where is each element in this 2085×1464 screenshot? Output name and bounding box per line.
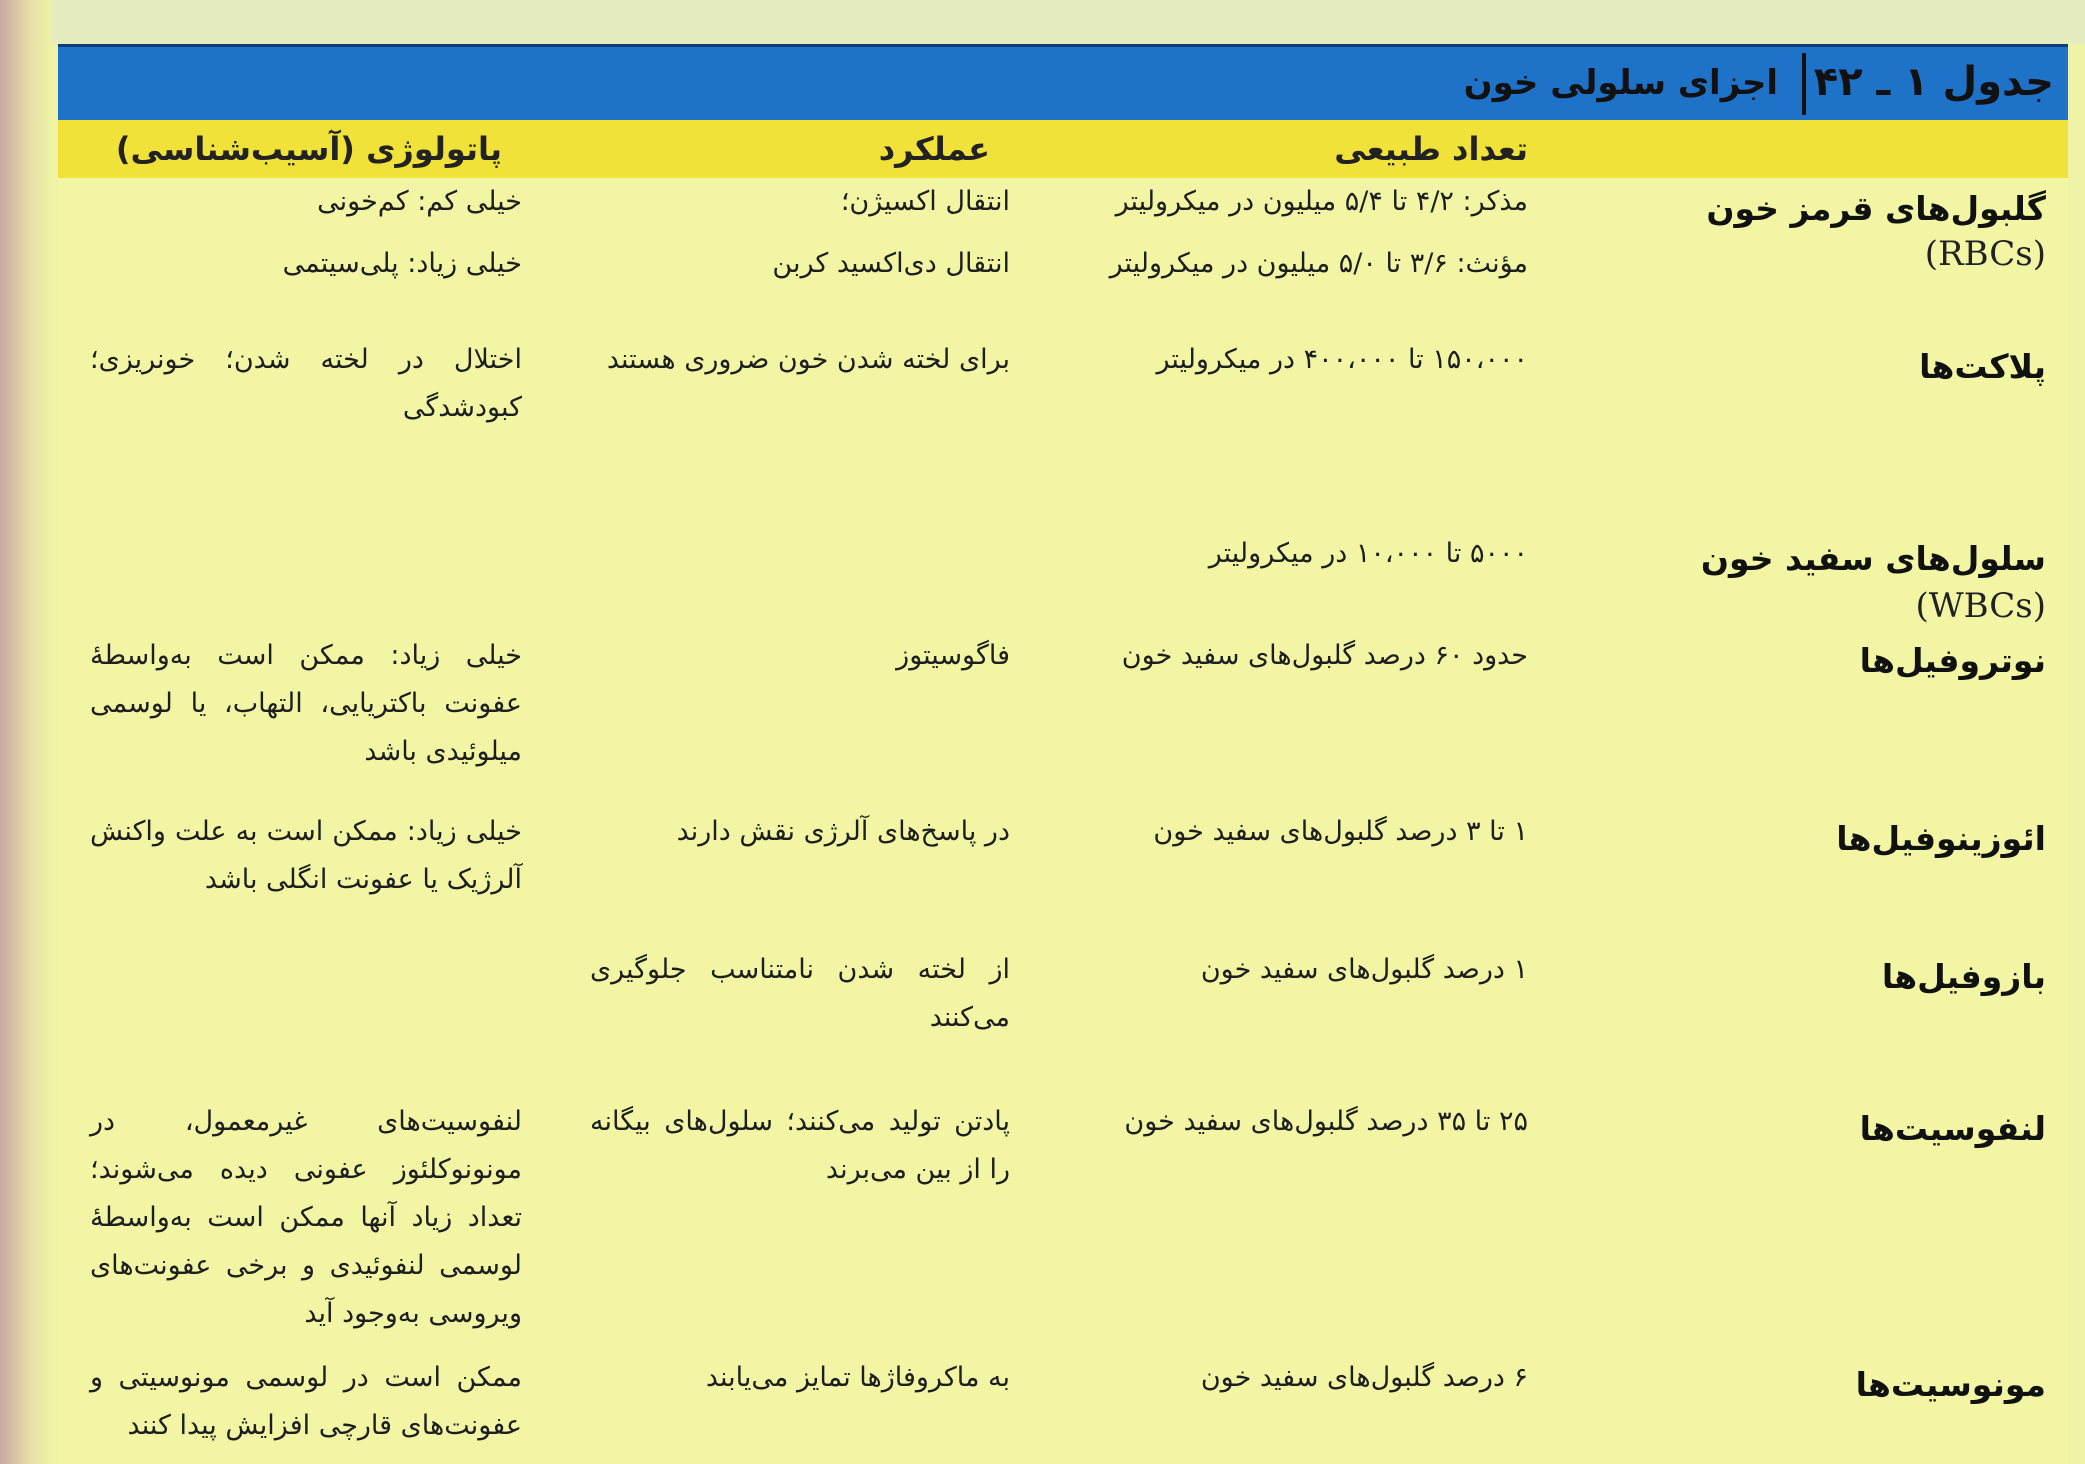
- cell-rbc-pathology-2: خیلی زیاد: پلی‌سیتمی: [282, 248, 522, 279]
- title-divider: [1802, 53, 1806, 115]
- column-header-row: [58, 120, 2068, 178]
- cell-platelets-pathology: اختلال در لخته شدن؛ خونریزی؛ کبودشدگی: [90, 344, 522, 423]
- row-name-lymphocytes: لنفوسیت‌ها: [1859, 1109, 2046, 1148]
- cell-neutrophils-function: فاگوسیتوز: [896, 640, 1010, 671]
- table-title: اجزای سلولی خون: [1463, 63, 1778, 103]
- cell-eosinophils-function: در پاسخ‌های آلرژی نقش دارند: [676, 816, 1010, 847]
- cell-lymphocytes-function: پادتن تولید می‌کنند؛ سلول‌های بیگانه را از بین می‌برند: [590, 1106, 1010, 1185]
- column-header-pathology: پاتولوژی (آسیب‌شناسی): [115, 130, 502, 168]
- cell-rbc-function-2: انتقال دی‌اکسید کربن: [772, 248, 1010, 279]
- cell-neutrophils-pathology: خیلی زیاد: ممکن است به‌واسطهٔ عفونت باکتریایی، التهاب، یا لوسمی میلوئیدی باشد: [90, 640, 522, 767]
- row-name-eosinophils: ائوزینوفیل‌ها: [1836, 819, 2046, 858]
- row-name-neutrophils: نوتروفیل‌ها: [1859, 641, 2046, 680]
- cell-monocytes-pathology: ممکن است در لوسمی مونوسیتی و عفونت‌های قارچی افزایش پیدا کنند: [90, 1362, 522, 1441]
- cell-neutrophils-count: حدود ۶۰ درصد گلبول‌های سفید خون: [1121, 640, 1528, 671]
- cell-rbc-count-female: مؤنث: ۳/۶ تا ۵/۰ میلیون در میکرولیتر: [1109, 248, 1528, 279]
- cell-rbc-function-1: انتقال اکسیژن؛: [840, 186, 1010, 217]
- column-header-count: تعداد طبیعی: [1334, 130, 1528, 168]
- cell-wbc-count: ۵۰۰۰ تا ۱۰،۰۰۰ در میکرولیتر: [1208, 538, 1528, 569]
- cell-basophils-function: از لخته شدن نامتناسب جلوگیری می‌کنند: [590, 954, 1010, 1033]
- cell-lymphocytes-count: ۲۵ تا ۳۵ درصد گلبول‌های سفید خون: [1124, 1106, 1528, 1137]
- cell-rbc-pathology-1: خیلی کم: کم‌خونی: [317, 186, 522, 217]
- cell-rbc-count-male: مذکر: ۴/۲ تا ۵/۴ میلیون در میکرولیتر: [1115, 186, 1528, 217]
- row-name-rbc: گلبول‌های قرمز خون: [1706, 189, 2046, 228]
- blood-components-table: [58, 44, 2068, 1464]
- cell-monocytes-function: به ماکروفاژها تمایز می‌یابند: [705, 1362, 1010, 1393]
- page-edge: [0, 0, 52, 1464]
- row-name-wbc: سلول‌های سفید خون: [1700, 539, 2046, 578]
- table-title-bar: [58, 44, 2068, 120]
- row-abbr-wbc: (WBCs): [1915, 586, 2046, 626]
- table-number: جدول ۱ ـ ۴۲: [1813, 59, 2054, 105]
- cell-lymphocytes-pathology: لنفوسیت‌های غیرمعمول، در مونونوکلئوز عفونی دیده می‌شوند؛ تعداد زیاد آنها ممکن است به‌واسطهٔ لوسمی لنفوئیدی و برخی عفونت‌های ویروسی به‌وجود آید: [90, 1106, 522, 1329]
- row-abbr-rbc: (RBCs): [1924, 234, 2046, 274]
- row-name-monocytes: مونوسیت‌ها: [1855, 1365, 2046, 1404]
- cell-monocytes-count: ۶ درصد گلبول‌های سفید خون: [1200, 1362, 1528, 1393]
- cell-basophils-count: ۱ درصد گلبول‌های سفید خون: [1200, 954, 1528, 985]
- cell-eosinophils-count: ۱ تا ۳ درصد گلبول‌های سفید خون: [1153, 816, 1528, 847]
- column-header-function: عملکرد: [878, 130, 990, 168]
- row-name-basophils: بازوفیل‌ها: [1881, 957, 2046, 996]
- cell-eosinophils-pathology: خیلی زیاد: ممکن است به علت واکنش آلرژیک یا عفونت انگلی باشد: [90, 816, 522, 895]
- page-top-margin: [52, 0, 2085, 44]
- cell-platelets-count: ۱۵۰،۰۰۰ تا ۴۰۰،۰۰۰ در میکرولیتر: [1156, 344, 1528, 375]
- cell-platelets-function: برای لخته شدن خون ضروری هستند: [606, 344, 1010, 375]
- row-name-platelets: پلاکت‌ها: [1919, 347, 2046, 386]
